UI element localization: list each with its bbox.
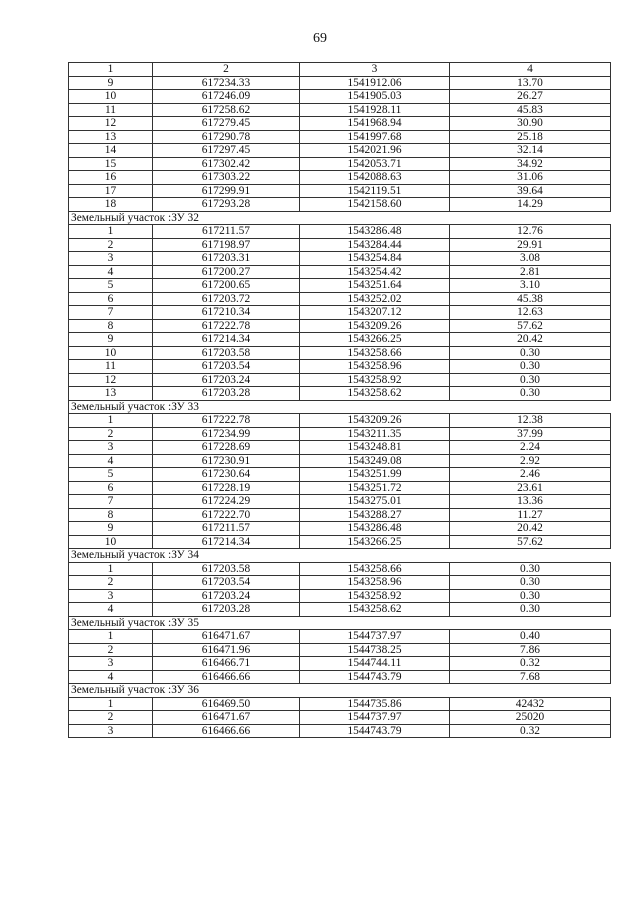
cell-length: 29.91 [450,238,611,252]
cell-x: 617279.45 [153,117,300,131]
cell-length: 12.76 [450,225,611,239]
cell-length: 30.90 [450,117,611,131]
cell-x: 617214.34 [153,535,300,549]
header-cell-y: 3 [300,63,450,77]
cell-point: 4 [69,265,153,279]
cell-length: 2.81 [450,265,611,279]
cell-y: 1544737.97 [300,630,450,644]
cell-x: 617211.57 [153,225,300,239]
table-row [69,333,611,347]
cell-x: 617228.69 [153,441,300,455]
cell-length: 42432 [450,697,611,711]
table-row [69,265,611,279]
section-header-row [69,549,611,563]
cell-y: 1543258.62 [300,603,450,617]
cell-x: 617222.70 [153,508,300,522]
cell-x: 617214.34 [153,333,300,347]
table-row [69,697,611,711]
table-row [69,522,611,536]
cell-y: 1542158.60 [300,198,450,212]
cell-y: 1543258.96 [300,576,450,590]
cell-length: 13.36 [450,495,611,509]
cell-x: 617228.19 [153,481,300,495]
cell-length: 2.24 [450,441,611,455]
cell-length: 32.14 [450,144,611,158]
cell-y: 1543258.66 [300,346,450,360]
cell-length: 0.30 [450,576,611,590]
cell-length: 3.08 [450,252,611,266]
cell-y: 1543254.84 [300,252,450,266]
cell-y: 1543252.02 [300,292,450,306]
cell-point: 12 [69,117,153,131]
cell-point: 13 [69,387,153,401]
cell-x: 617203.28 [153,603,300,617]
cell-length: 0.30 [450,360,611,374]
cell-length: 0.32 [450,724,611,738]
cell-x: 617258.62 [153,103,300,117]
section-header-row [69,684,611,698]
page-number: 69 [313,31,327,46]
section-header-row [69,211,611,225]
cell-point: 3 [69,441,153,455]
cell-x: 617246.09 [153,90,300,104]
cell-y: 1541968.94 [300,117,450,131]
cell-length: 13.70 [450,76,611,90]
cell-x: 617203.54 [153,360,300,374]
cell-length: 3.10 [450,279,611,293]
header-cell-point: 1 [69,63,153,77]
cell-length: 57.62 [450,535,611,549]
table-row [69,468,611,482]
cell-length: 23.61 [450,481,611,495]
cell-y: 1543209.26 [300,414,450,428]
table-row [69,198,611,212]
cell-y: 1542053.71 [300,157,450,171]
cell-point: 6 [69,481,153,495]
section-title: Земельный участок :ЗУ 36 [69,684,611,698]
section-title: Земельный участок :ЗУ 34 [69,549,611,563]
cell-point: 15 [69,157,153,171]
cell-x: 616469.50 [153,697,300,711]
cell-x: 617200.27 [153,265,300,279]
cell-y: 1543251.99 [300,468,450,482]
table-row [69,508,611,522]
cell-y: 1541928.11 [300,103,450,117]
cell-y: 1543266.25 [300,535,450,549]
table-row [69,711,611,725]
cell-point: 1 [69,697,153,711]
table-row [69,454,611,468]
section-header-row [69,616,611,630]
table-row [69,171,611,185]
cell-x: 617293.28 [153,198,300,212]
cell-x: 616471.67 [153,630,300,644]
cell-y: 1543275.01 [300,495,450,509]
cell-y: 1543207.12 [300,306,450,320]
header-cell-x: 2 [153,63,300,77]
cell-point: 2 [69,643,153,657]
table-row [69,589,611,603]
table-row [69,576,611,590]
cell-length: 12.63 [450,306,611,320]
cell-x: 617230.64 [153,468,300,482]
cell-length: 20.42 [450,522,611,536]
cell-length: 0.30 [450,346,611,360]
cell-point: 14 [69,144,153,158]
cell-length: 26.27 [450,90,611,104]
cell-x: 617203.24 [153,589,300,603]
cell-length: 11.27 [450,508,611,522]
table-row [69,157,611,171]
cell-y: 1541905.03 [300,90,450,104]
cell-length: 0.30 [450,373,611,387]
cell-point: 5 [69,468,153,482]
cell-y: 1543286.48 [300,225,450,239]
cell-point: 1 [69,414,153,428]
table-row [69,441,611,455]
table-row [69,724,611,738]
cell-length: 25020 [450,711,611,725]
cell-point: 1 [69,562,153,576]
cell-length: 39.64 [450,184,611,198]
cell-point: 9 [69,522,153,536]
cell-point: 11 [69,103,153,117]
cell-point: 7 [69,306,153,320]
cell-point: 8 [69,508,153,522]
cell-length: 0.30 [450,562,611,576]
table-row [69,427,611,441]
table-row [69,657,611,671]
cell-y: 1543288.27 [300,508,450,522]
coordinates-table [68,62,611,738]
section-title: Земельный участок :ЗУ 32 [69,211,611,225]
cell-point: 18 [69,198,153,212]
table-row [69,670,611,684]
cell-length: 0.30 [450,603,611,617]
cell-y: 1543248.81 [300,441,450,455]
cell-y: 1543254.42 [300,265,450,279]
table-row [69,346,611,360]
cell-x: 617203.72 [153,292,300,306]
table-row [69,387,611,401]
cell-y: 1541997.68 [300,130,450,144]
cell-point: 3 [69,252,153,266]
cell-length: 37.99 [450,427,611,441]
section-title: Земельный участок :ЗУ 33 [69,400,611,414]
cell-x: 617200.65 [153,279,300,293]
table-row [69,225,611,239]
cell-length: 2.92 [450,454,611,468]
cell-point: 10 [69,90,153,104]
cell-y: 1542088.63 [300,171,450,185]
cell-length: 0.40 [450,630,611,644]
cell-x: 616466.71 [153,657,300,671]
cell-point: 2 [69,427,153,441]
cell-x: 617211.57 [153,522,300,536]
cell-point: 9 [69,333,153,347]
cell-point: 3 [69,724,153,738]
cell-x: 617203.58 [153,346,300,360]
cell-length: 7.68 [450,670,611,684]
cell-point: 2 [69,238,153,252]
cell-y: 1544738.25 [300,643,450,657]
cell-y: 1544743.79 [300,670,450,684]
cell-point: 13 [69,130,153,144]
table-row [69,144,611,158]
table-row [69,373,611,387]
cell-point: 1 [69,225,153,239]
header-cell-length: 4 [450,63,611,77]
cell-y: 1543258.62 [300,387,450,401]
cell-point: 17 [69,184,153,198]
cell-x: 616471.96 [153,643,300,657]
cell-y: 1544743.79 [300,724,450,738]
cell-point: 4 [69,603,153,617]
cell-point: 3 [69,657,153,671]
cell-x: 617222.78 [153,319,300,333]
cell-x: 617203.24 [153,373,300,387]
cell-y: 1543209.26 [300,319,450,333]
cell-length: 31.06 [450,171,611,185]
cell-y: 1543251.72 [300,481,450,495]
cell-length: 57.62 [450,319,611,333]
cell-point: 2 [69,576,153,590]
table-row [69,130,611,144]
cell-y: 1541912.06 [300,76,450,90]
table-row [69,279,611,293]
cell-y: 1543286.48 [300,522,450,536]
cell-point: 4 [69,670,153,684]
cell-length: 0.30 [450,387,611,401]
cell-point: 5 [69,279,153,293]
cell-point: 8 [69,319,153,333]
cell-x: 617224.29 [153,495,300,509]
table-row [69,292,611,306]
cell-length: 45.38 [450,292,611,306]
table-row [69,184,611,198]
cell-x: 616471.67 [153,711,300,725]
cell-y: 1542021.96 [300,144,450,158]
table-row [69,495,611,509]
cell-x: 617203.31 [153,252,300,266]
section-title: Земельный участок :ЗУ 35 [69,616,611,630]
cell-y: 1544744.11 [300,657,450,671]
cell-y: 1543284.44 [300,238,450,252]
cell-point: 1 [69,630,153,644]
table-row [69,414,611,428]
cell-length: 20.42 [450,333,611,347]
cell-length: 12.38 [450,414,611,428]
cell-y: 1544735.86 [300,697,450,711]
table-row [69,90,611,104]
cell-y: 1543258.92 [300,373,450,387]
cell-point: 16 [69,171,153,185]
cell-x: 617234.33 [153,76,300,90]
cell-point: 11 [69,360,153,374]
table-row [69,360,611,374]
cell-point: 6 [69,292,153,306]
cell-y: 1543258.66 [300,562,450,576]
cell-y: 1543258.92 [300,589,450,603]
cell-point: 7 [69,495,153,509]
cell-y: 1543251.64 [300,279,450,293]
cell-point: 10 [69,346,153,360]
cell-x: 617203.58 [153,562,300,576]
table-row [69,117,611,131]
table-row [69,562,611,576]
cell-x: 617303.22 [153,171,300,185]
cell-length: 14.29 [450,198,611,212]
cell-y: 1542119.51 [300,184,450,198]
cell-y: 1543258.96 [300,360,450,374]
table-row [69,630,611,644]
table-row [69,103,611,117]
table-row [69,603,611,617]
cell-length: 25.18 [450,130,611,144]
coordinates-table-body [69,63,611,738]
cell-x: 617302.42 [153,157,300,171]
cell-length: 2.46 [450,468,611,482]
cell-point: 2 [69,711,153,725]
cell-point: 3 [69,589,153,603]
table-row [69,76,611,90]
cell-x: 617222.78 [153,414,300,428]
table-row [69,481,611,495]
table-row [69,535,611,549]
cell-x: 617290.78 [153,130,300,144]
table-row [69,252,611,266]
cell-x: 617297.45 [153,144,300,158]
cell-x: 617230.91 [153,454,300,468]
cell-x: 616466.66 [153,724,300,738]
section-header-row [69,400,611,414]
cell-point: 9 [69,76,153,90]
cell-x: 617210.34 [153,306,300,320]
cell-y: 1543266.25 [300,333,450,347]
cell-y: 1543249.08 [300,454,450,468]
table-row [69,306,611,320]
cell-y: 1543211.35 [300,427,450,441]
cell-length: 34.92 [450,157,611,171]
header-row [69,63,611,77]
cell-length: 0.30 [450,589,611,603]
cell-length: 7.86 [450,643,611,657]
cell-point: 10 [69,535,153,549]
cell-point: 12 [69,373,153,387]
table-row [69,643,611,657]
cell-x: 617203.28 [153,387,300,401]
cell-length: 0.32 [450,657,611,671]
cell-x: 617203.54 [153,576,300,590]
cell-x: 617198.97 [153,238,300,252]
cell-point: 4 [69,454,153,468]
table-row [69,319,611,333]
cell-length: 45.83 [450,103,611,117]
cell-x: 617299.91 [153,184,300,198]
table-row [69,238,611,252]
cell-x: 616466.66 [153,670,300,684]
cell-x: 617234.99 [153,427,300,441]
cell-y: 1544737.97 [300,711,450,725]
